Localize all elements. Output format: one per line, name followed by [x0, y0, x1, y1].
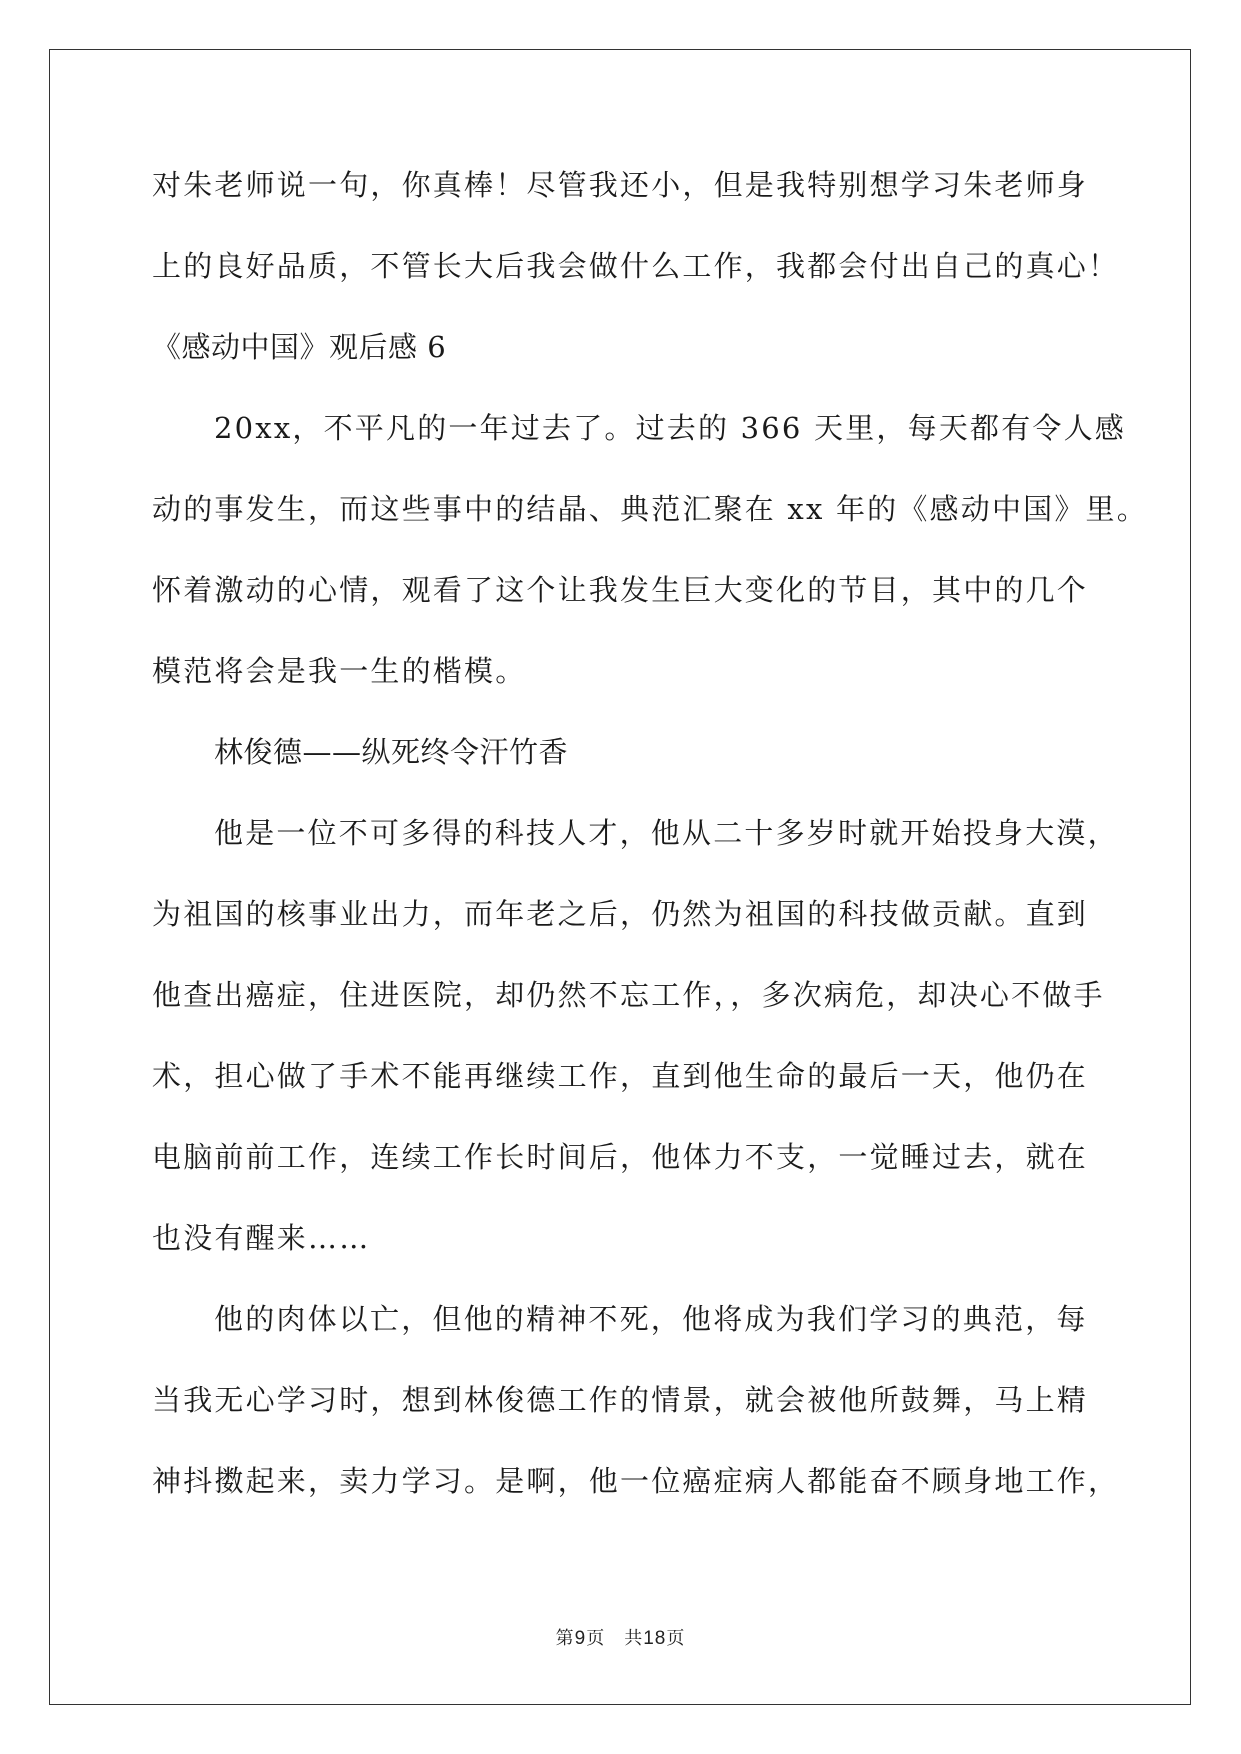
- body-line: 模范将会是我一生的楷模。: [152, 654, 527, 688]
- body-line: 当我无心学习时，想到林俊德工作的情景，就会被他所鼓舞，马上精: [152, 1383, 1089, 1417]
- body-line: 电脑前前工作，连续工作长时间后，他体力不支，一觉睡过去，就在: [152, 1140, 1089, 1174]
- paragraph-start: 他是一位不可多得的科技人才，他从二十多岁时就开始投身大漠，: [214, 816, 1119, 850]
- body-line: 也没有醒来……: [152, 1221, 371, 1255]
- footer-mid: 页 共: [586, 1628, 644, 1649]
- body-line: 为祖国的核事业出力，而年老之后，仍然为祖国的科技做贡献。直到: [152, 897, 1089, 931]
- body-line: 术，担心做了手术不能再继续工作，直到他生命的最后一天，他仍在: [152, 1059, 1089, 1093]
- paragraph-start: 20xx，不平凡的一年过去了。过去的 366 天里，每天都有令人感: [214, 411, 1127, 445]
- total-pages: 18: [643, 1628, 667, 1649]
- page-number: 9: [574, 1628, 587, 1649]
- page-footer: [0, 1624, 1241, 1650]
- footer-suffix: 页: [666, 1628, 686, 1649]
- subheading: 林俊德——纵死终令汗竹香: [214, 735, 569, 769]
- paragraph-start: 他的肉体以亡，但他的精神不死，他将成为我们学习的典范，每: [214, 1302, 1088, 1336]
- document-body: [152, 150, 1148, 1527]
- body-line: 动的事发生，而这些事中的结晶、典范汇聚在 xx 年的《感动中国》里。: [152, 492, 1148, 526]
- body-line: 怀着激动的心情，观看了这个让我发生巨大变化的节目，其中的几个: [152, 573, 1089, 607]
- section-title: 《感动中国》观后感 6: [152, 330, 447, 364]
- body-line: 他查出癌症，住进医院，却仍然不忘工作，，多次病危，却决心不做手: [152, 978, 1105, 1012]
- body-line: 神抖擞起来，卖力学习。是啊，他一位癌症病人都能奋不顾身地工作，: [152, 1464, 1120, 1498]
- footer-prefix: 第: [555, 1628, 575, 1649]
- body-line: 对朱老师说一句，你真棒！尽管我还小，但是我特别想学习朱老师身: [152, 168, 1089, 202]
- body-line: 上的良好品质，不管长大后我会做什么工作，我都会付出自己的真心！: [152, 249, 1120, 283]
